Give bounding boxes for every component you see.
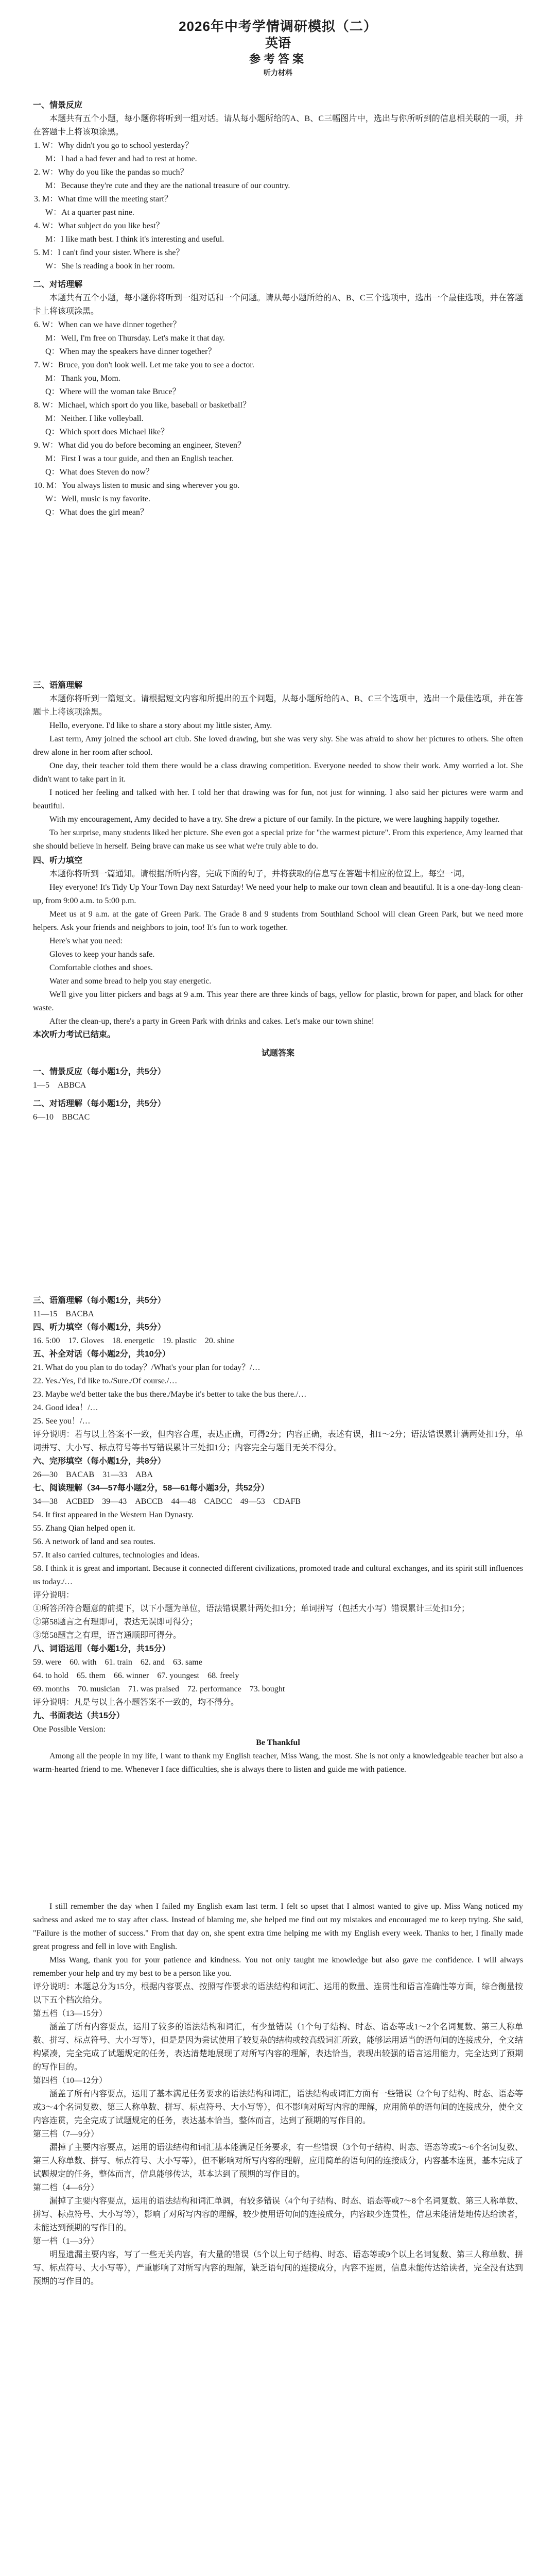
dialogue-line: 6. W：When can we have dinner together？	[34, 320, 181, 329]
dialogue-line: 4. W：What subject do you like best？	[34, 222, 164, 230]
notice-list-item: Gloves to keep your hands safe.	[49, 950, 155, 959]
answers-s3: 11—15 BACBA	[33, 1310, 94, 1318]
listening-part2-heading: 二、对话理解	[33, 280, 83, 289]
dialogue-line: 3. M：What time will the meeting start？	[34, 195, 172, 204]
band-description: 涵盖了所有内容要点，运用了基本满足任务要求的语法结构和词汇，语法结构或词汇方面有一些错误（2个句子结构、时态、语态等或3～4个名词复数、第三人称单数、拼写、标点符号、大小写等），但不影响对所写内容的理解，应用简单的语句间的连接成分，使全文内容连贯，完全完成了试题规定的任务，表达基本恰当，整体而言，达到了预期的写作目的。	[33, 2090, 524, 2125]
answers-s9-heading: 九、书面表达（共15分）	[33, 1711, 125, 1720]
material-label: 听力材料	[264, 69, 292, 77]
listening-part1-dialogues	[33, 139, 523, 273]
listening-part3-intro: 本题你将听到一篇短文。请根据短文内容和所提出的五个问题，从每小题所给的A、B、C三个选项中，选出一个最佳选项，并在答题卡上将该项涂黑。	[33, 694, 523, 717]
answers-heading: 试题答案	[261, 1049, 294, 1058]
scoring-note: ②第58题言之有理即可，表达无误即可得分；	[33, 1618, 198, 1626]
answers-s3-heading: 三、语篇理解（每小题1分，共5分）	[33, 1296, 166, 1305]
notice-paragraph: We'll give you litter pickers and bags at 9 a.m. This year there are three kinds of bags, yellow for plastic, brown for paper, and black for other waste.	[33, 990, 523, 1012]
dialogue-line: 9. W：What did you do before becoming an engineer, Steven？	[34, 441, 246, 450]
answers-s4: 16. 5:00 17. Gloves 18. energetic 19. plastic 20. shine	[33, 1336, 235, 1345]
band-label: 第一档（1—3分）	[33, 2237, 99, 2246]
answer-line: 23. Maybe we'd better take the bus there./Maybe it's better to take the bus there./…	[33, 1390, 307, 1399]
story-paragraph: To her surprise, many students liked her picture. She even got a special prize for "the warmest picture". From this experience, Amy learned that she should believe in herself. Being brave can make us see what we're truly able to do.	[33, 828, 523, 851]
listening-part2-dialogues	[33, 318, 523, 519]
dialogue-line: W：At a quarter past nine.	[45, 208, 134, 217]
scoring-note: 评分说明：若与以上答案不一致，但内容合理，表达正确，可得2分；内容正确，表述有误，扣1～2分；语法错误累计满两处扣1分，单词拼写、大小写、标点符号等书写错误累计三处扣1分；内容完全与题目无关不得分。	[33, 1430, 523, 1452]
listening-part2-intro: 本题共有五个小题，每小题你将听到一组对话和一个问题。请从每小题所给的A、B、C三个选项中，选出一个最佳选项，并在答题卡上将该项涂黑。	[33, 294, 523, 316]
listening-part4-intro: 本题你将听到一篇通知。请根据所听内容，完成下面的句子，并将获取的信息写在答题卡相应的位置上。每空一词。	[49, 870, 470, 878]
scoring-note: 评分说明：本题总分为15分，根据内容要点、按照写作要求的语法结构和词汇、运用的数量、连贯性和语言准确性等方面，综合衡量按以下五个档次给分。	[33, 1982, 523, 2005]
subject-title: 英语	[265, 36, 291, 50]
story-paragraph: One day, their teacher told them there would be a class drawing competition. Everyone needed to show their work. Amy worried a lot. She didn't want to take part in it.	[33, 761, 523, 784]
listening-end-note: 本次听力考试已结束。	[33, 1030, 116, 1039]
band-description: 漏掉了主要内容要点，运用的语法结构和词汇单调，有较多错误（4个句子结构、时态、语态等或7～8个名词复数、第三人称单数、拼写、标点符号、大小写等），影响了对所写内容的理解，较少使用语句间的连接成分，内容缺少连贯性，信息未能清楚地传达给读者，未能达到预期的写作目的。	[33, 2197, 524, 2232]
scoring-note-title: 评分说明：	[33, 1591, 75, 1600]
answers-s6-heading: 六、完形填空（每小题1分，共8分）	[33, 1457, 166, 1466]
notice-paragraph: Meet us at 9 a.m. at the gate of Green Park. The Grade 8 and 9 students from Southland School will clean Green Park, but we need more helpers. Ask your friends and neighbors to join, too! It's fun to work together.	[33, 910, 523, 932]
band-label: 第三档（7—9分）	[33, 2130, 99, 2139]
dialogue-line: W：Well, music is my favorite.	[45, 495, 151, 503]
dialogue-line: M：Neither. I like volleyball.	[45, 414, 144, 423]
essay-paragraph: Among all the people in my life, I want to thank my English teacher, Miss Wang, the most. She is not only a knowledgeable teacher but also a warm-hearted friend to me. Whenever I face difficulties, she is always there to listen and guide me with patience.	[33, 1752, 523, 1774]
story-paragraph: I noticed her feeling and talked with her. I told her that drawing was for fun, not just for winning. I also said her pictures were warm and beautiful.	[33, 788, 523, 810]
answer-line: 69. months 70. musician 71. was praised 72. performance 73. bought	[33, 1685, 285, 1693]
story-paragraph: With my encouragement, Amy decided to have a try. She drew a picture of our family. In the picture, we were laughing happily together.	[49, 815, 500, 824]
band-label: 第五档（13—15分）	[33, 2009, 108, 2018]
answers-s1: 1—5 ABBCA	[33, 1081, 86, 1090]
answers-s8-heading: 八、词语运用（每小题1分，共15分）	[33, 1645, 170, 1653]
dialogue-line: W：She is reading a book in her room.	[45, 262, 175, 270]
band-description: 明显遗漏主要内容，写了一些无关内容，有大量的错误（5个以上句子结构、时态、语态等或9个以上名词复数、第三人称单数、拼写、标点符号、大小写等），严重影响了对所写内容的理解，缺乏语句间的连接成分，内容不连贯，信息未能传达给读者，完全没有达到预期的写作目的。	[33, 2250, 524, 2286]
answers-s7-heading: 七、阅读理解（34—57每小题2分，58—61每小题3分，共52分）	[33, 1484, 269, 1493]
dialogue-line: M：Because they're cute and they are the national treasure of our country.	[45, 181, 290, 190]
answer-line: 25. See you！/…	[33, 1417, 91, 1426]
answer-line: 57. It also carried cultures, technologies and ideas.	[33, 1551, 200, 1560]
notice-paragraph: After the clean-up, there's a party in Green Park with drinks and cakes. Let's make our town shine!	[49, 1017, 374, 1026]
dialogue-line: Q：What does the girl mean？	[45, 508, 148, 517]
answer-line: 24. Good idea！/…	[33, 1403, 98, 1412]
answer-line: 22. Yes./Yes, I'd like to./Sure./Of course./…	[33, 1377, 178, 1385]
answer-line: 56. A network of land and sea routes.	[33, 1537, 155, 1546]
essay-paragraph: I still remember the day when I failed my English exam last term. I felt so upset that I almost wanted to give up. Miss Wang noticed my sadness and asked me to stay after class. Instead of blaming me, she helped me find out my mistakes and encouraged me to keep trying. She said, "Failure is the mother of success." From that day on, she spent extra time helping me with my English every week. Thanks to her, I finally made great progress and fell in love with English.	[33, 1902, 523, 1951]
answers-s4-heading: 四、听力填空（每小题1分，共5分）	[33, 1323, 166, 1332]
answer-line: 54. It first appeared in the Western Han Dynasty.	[33, 1511, 194, 1519]
listening-part1-intro: 本题共有五个小题，每小题你将听到一组对话。请从每小题所给的A、B、C三幅图片中，选出与你所听到的信息相关联的一项，并在答题卡上将该项涂黑。	[33, 114, 523, 137]
notice-paragraph: Hey everyone! It's Tidy Up Your Town Day next Saturday! We need your help to make our town clean and beautiful. It is a one-day-long clean-up, from 9:00 a.m. to 5:00 p.m.	[33, 883, 523, 905]
dialogue-line: M：I like math best. I think it's interesting and useful.	[45, 235, 224, 244]
band-label: 第四档（10—12分）	[33, 2076, 108, 2085]
dialogue-line: 2. W：Why do you like the pandas so much？	[34, 168, 188, 177]
essay-paragraph: Miss Wang, thank you for your patience and kindness. You not only taught me knowledge but also gave me confidence. I will always remember your help and try my best to be a person like you.	[33, 1956, 523, 1978]
listening-part1-heading: 一、情景反应	[33, 101, 83, 110]
listening-part3-heading: 三、语篇理解	[33, 681, 83, 690]
band-description: 涵盖了所有内容要点，运用了较多的语法结构和词汇，有少量错误（1个句子结构、时态、语态等或1～2个名词复数、第三人称单数、拼写、标点符号、大小写等），但是是因为尝试使用了较复杂的结构或较高级词汇所致，能够运用适当的语句间的连接成分，全文结构紧凑，完全完成了试题规定的任务，表达清楚地展现了对所写内容的理解，表达恰当，表现出较强的语言运用能力，完全达到了预期的写作目的。	[33, 2023, 524, 2072]
answers-s6: 26—30 BACAB 31—33 ABA	[33, 1470, 153, 1479]
answers-s5-heading: 五、补全对话（每小题2分，共10分）	[33, 1350, 170, 1359]
notice-list-item: Water and some bread to help you stay energetic.	[49, 977, 212, 986]
answers-s1-heading: 一、情景反应（每小题1分，共5分）	[33, 1067, 166, 1076]
dialogue-line: Q：Where will the woman take Bruce？	[45, 387, 181, 396]
answers-s7: 34—38 ACBED 39—43 ABCCB 44—48 CABCC 49—53 CDAFB	[33, 1497, 301, 1506]
story-paragraph: Last term, Amy joined the school art club. She loved drawing, but she was very shy. She was afraid to show her pictures to others. She often drew alone in her room after school.	[33, 735, 523, 757]
dialogue-line: 5. M：I can't find your sister. Where is she？	[34, 248, 184, 257]
answers-s2-heading: 二、对话理解（每小题1分，共5分）	[33, 1099, 166, 1108]
scoring-note: ①所答所符合题意的前提下，以下小题为单位，语法错误累计两处扣1分；单词拼写（包括大小写）错误累计三处扣1分；	[33, 1604, 470, 1613]
dialogue-line: Q：What does Steven do now？	[45, 468, 154, 477]
essay-title: Be Thankful	[256, 1738, 300, 1747]
dialogue-line: Q：When may the speakers have dinner together？	[45, 347, 216, 356]
band-label: 第二档（4—6分）	[33, 2183, 99, 2192]
scoring-note: ③第58题言之有理，语言通顺即可得分。	[33, 1631, 182, 1640]
answer-line: 64. to hold 65. them 66. winner 67. youngest 68. freely	[33, 1671, 239, 1680]
dialogue-line: M：I had a bad fever and had to rest at home.	[45, 155, 197, 163]
band-description: 漏掉了主要内容要点，运用的语法结构和词汇基本能满足任务要求，有一些错误（3个句子结构、时态、语态等或5～6个名词复数、第三人称单数、拼写、标点符号、大小写等），但不影响对所写内容的理解，应用简单的语句间的连接成分，内容基本连贯，基本完成了试题规定的任务，整体而言，信息能够传达，基本达到了预期的写作目的。	[33, 2143, 524, 2179]
dialogue-line: M：Well, I'm free on Thursday. Let's make it that day.	[45, 334, 225, 343]
doc-title: 2026年中考学情调研模拟（二）	[179, 19, 377, 34]
scoring-note: 评分说明：凡是与以上各小题答案不一致的，均不得分。	[33, 1698, 239, 1707]
notice-list-intro: Here's what you need:	[49, 937, 123, 945]
notice-list-item: Comfortable clothes and shoes.	[49, 963, 153, 972]
dialogue-line: 1. W：Why didn't you go to school yesterday？	[34, 141, 194, 150]
answer-line: 21. What do you plan to do today？/What's your plan for today？/…	[33, 1363, 260, 1372]
answer-line: 59. were 60. with 61. train 62. and 63. same	[33, 1658, 202, 1667]
dialogue-line: 8. W：Michael, which sport do you like, baseball or basketball？	[34, 401, 251, 410]
story-paragraph: Hello, everyone. I'd like to share a story about my little sister, Amy.	[49, 721, 272, 730]
dialogue-line: Q：Which sport does Michael like？	[45, 428, 169, 436]
doc-type-title: 参考答案	[249, 53, 307, 65]
answer-line: 58. I think it is great and important. Because it connected different civilizations, promoted trade and cultural exchanges, and its spirit still influences us today./…	[33, 1564, 523, 1586]
dialogue-line: 10. M：You always listen to music and sing wherever you go.	[34, 481, 240, 490]
dialogue-line: M：Thank you, Mom.	[45, 374, 120, 383]
sample-intro: One Possible Version:	[33, 1725, 106, 1734]
listening-part4-heading: 四、听力填空	[33, 856, 83, 865]
dialogue-line: M：First I was a tour guide, and then an English teacher.	[45, 454, 234, 463]
answer-line: 55. Zhang Qian helped open it.	[33, 1524, 135, 1533]
dialogue-line: 7. W：Bruce, you don't look well. Let me take you to see a doctor.	[34, 361, 254, 369]
answers-s2: 6—10 BBCAC	[33, 1113, 90, 1122]
